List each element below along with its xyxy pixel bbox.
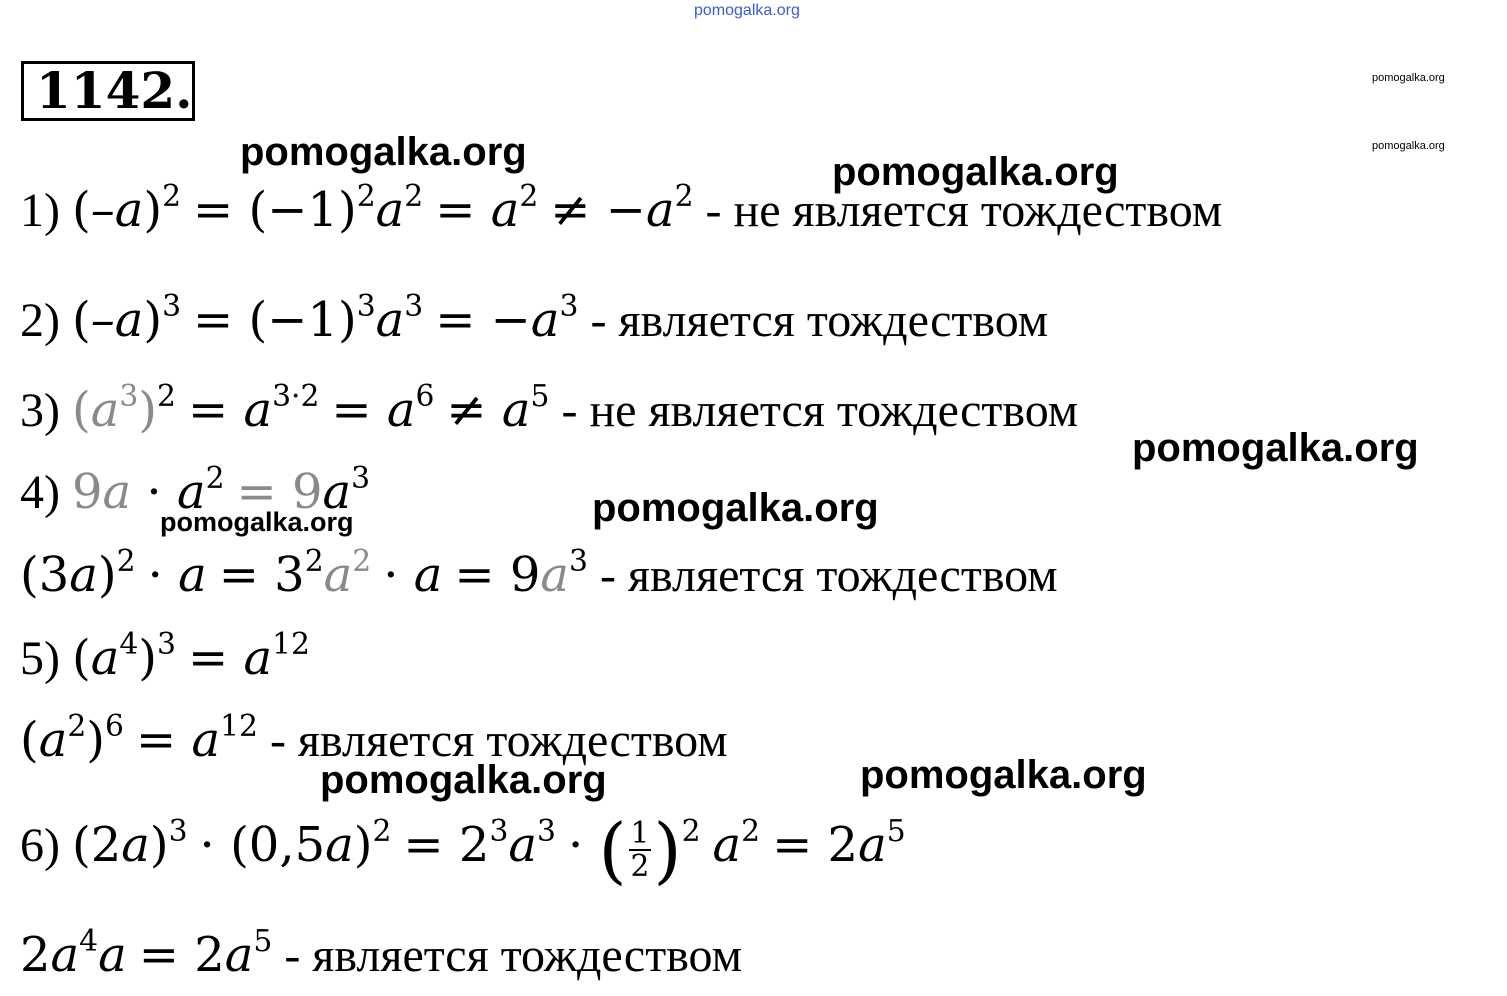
problem-number: 1142. [21,61,195,121]
line-6-label: 6) [20,819,60,872]
line-3-verdict: - не является тождеством [561,384,1079,437]
equation-line-6: 6) $(2a)^3 \cdot (0,5a)^2 = 2^3a^3$ · ( $\frac{1}{2}$ )$^2$ $a^2 = 2a^5$ [20,807,906,892]
equation-line-4b: $(3a)^2 \cdot a = 3^2a^2 \cdot a = 9a^3$ - является тождеством [20,544,1058,603]
watermark-6: pomogalka.org [320,758,607,802]
watermark-1: pomogalka.org [240,130,527,174]
line-1-verdict: - не является тождеством [705,184,1223,237]
equation-line-3: 3) $(a^3)^2 = a^{3\cdot 2} = a^6 \ne a^5$ - не является тождеством [20,379,1079,438]
fraction-one-half: $\frac{1}{2}$ [630,815,650,884]
watermark-small-2: pomogalka.org [1372,140,1445,152]
line-5-label: 5) [20,632,60,685]
line-4-label: 4) [20,466,60,519]
watermark-5: pomogalka.org [160,507,354,537]
line-4b-verdict: - является тождеством [599,549,1058,602]
equation-line-2: 2) $(-a)^3 = (-1)^3a^3 = -a^3$ - является тождеством [20,289,1049,348]
line-5b-verdict: - является тождеством [269,714,728,767]
line-3-label: 3) [20,384,60,437]
equation-line-4: 4) $9a \cdot a^2 = 9a^3$ [20,461,371,520]
line-2-label: 2) [20,294,60,347]
watermark-3: pomogalka.org [1132,426,1419,470]
equation-line-1: 1) $(-a)^2 = (-1)^2a^2 = a^2 \ne -a^2$ - не является тождеством [20,179,1223,238]
equation-line-5: 5) $(a^4)^3 = a^{12}$ [20,627,310,686]
watermark-top: pomogalka.org [694,2,800,19]
line-2-verdict: - является тождеством [590,294,1049,347]
watermark-small-1: pomogalka.org [1372,72,1445,84]
watermark-4: pomogalka.org [592,486,879,530]
equation-line-6b: $2a^4a = 2a^5$ - является тождеством [20,924,742,983]
line-6b-verdict: - является тождеством [284,929,742,982]
watermark-2: pomogalka.org [832,150,1119,194]
line-1-label: 1) [20,184,60,237]
watermark-7: pomogalka.org [860,753,1147,797]
equation-line-5b: $(a^2)^6 = a^{12}$ - является тождеством [20,709,728,768]
